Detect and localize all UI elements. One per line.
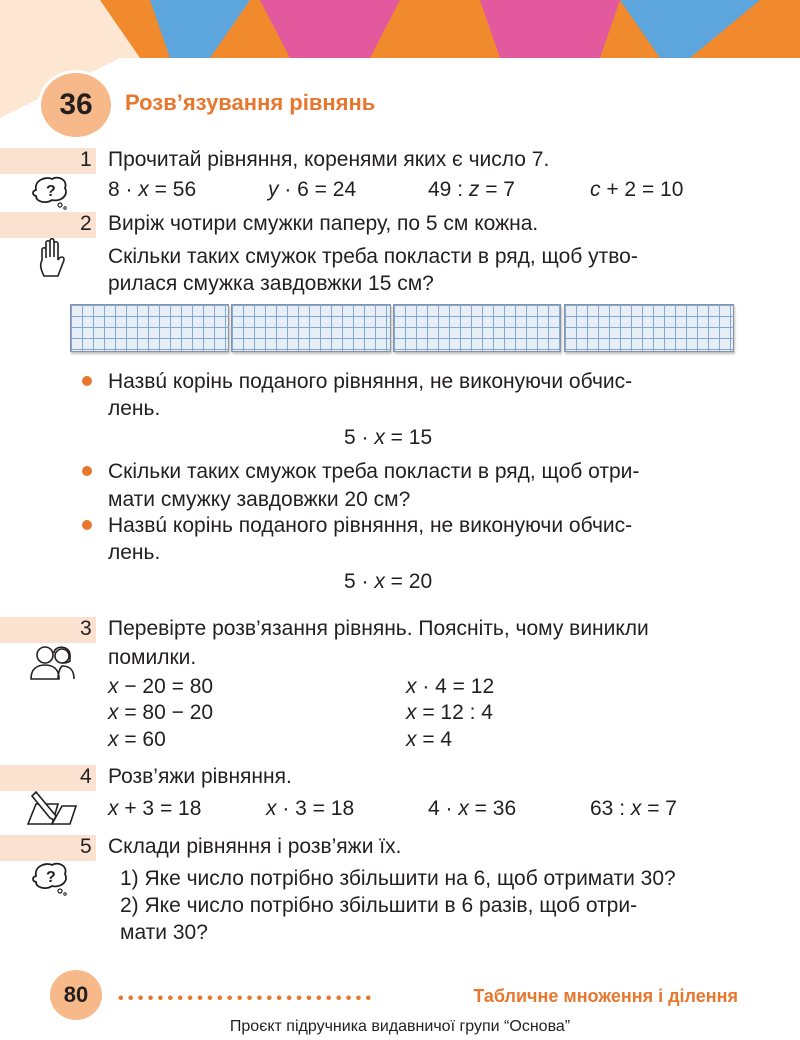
task-number: 4 xyxy=(80,765,92,788)
bullet xyxy=(82,520,92,530)
top-banner xyxy=(0,0,800,58)
pencil-notebook-icon xyxy=(26,790,78,833)
task-number: 1 xyxy=(80,148,92,171)
equation: 5 · x = 15 xyxy=(344,426,433,449)
equation: 49 : z = 7 xyxy=(428,178,515,201)
equation: 5 · x = 20 xyxy=(344,570,433,593)
question-bubble-icon xyxy=(30,860,70,901)
section-title: Табличне множення і ділення xyxy=(473,986,738,1006)
paper-strip xyxy=(231,304,391,352)
bullet-text: мати смужку завдовжки 20 см? xyxy=(108,488,411,511)
bullet xyxy=(82,466,92,476)
equation: x = 12 : 4 xyxy=(406,701,493,724)
equation: x · 4 = 12 xyxy=(406,675,495,698)
equation: x + 3 = 18 xyxy=(108,797,202,820)
svg-text:?: ? xyxy=(46,869,56,886)
equation: y · 6 = 24 xyxy=(268,178,357,201)
page-number: 80 xyxy=(50,970,102,1020)
question-text: 1) Яке число потрібно збільшити на 6, щоб отримати 30? xyxy=(120,867,676,890)
publisher-credit: Проєкт підручника видавничої групи “Основа” xyxy=(229,1018,571,1035)
bullet xyxy=(82,376,92,386)
task-number: 3 xyxy=(80,617,92,640)
equation: x = 60 xyxy=(108,728,166,751)
lesson-number-badge: 36 xyxy=(38,70,114,140)
equation: 4 · x = 36 xyxy=(428,797,517,820)
equation: 8 · x = 56 xyxy=(108,178,197,201)
bullet-text: Назвú корінь поданого рівняння, не виконуючи обчис- xyxy=(108,514,633,537)
dotted-leader: •••••••••••••••••••••••••• xyxy=(118,990,376,1007)
paper-strip xyxy=(70,304,229,352)
task-text: Скільки таких смужок треба покласти в ряд, щоб утво- xyxy=(108,245,638,268)
equation: x = 80 − 20 xyxy=(108,701,214,724)
equation: 63 : x = 7 xyxy=(590,797,677,820)
bullet-text: Назвú корінь поданого рівняння, не виконуючи обчис- xyxy=(108,370,633,393)
task-number: 5 xyxy=(80,835,92,858)
equation: x − 20 = 80 xyxy=(108,675,214,698)
task-text: Прочитай рівняння, коренями яких є число 7. xyxy=(108,148,550,171)
equation: x · 3 = 18 xyxy=(266,797,355,820)
question-bubble-icon xyxy=(30,174,70,215)
task-text: помилки. xyxy=(108,646,197,669)
equation: x = 4 xyxy=(406,728,453,751)
bullet-text: лень. xyxy=(108,397,161,420)
lesson-title: Розв’язування рівнянь xyxy=(125,90,376,115)
task-text: Перевірте розв’язання рівнянь. Поясніть, чому виникли xyxy=(108,617,649,640)
task-text: рилася смужка завдовжки 15 см? xyxy=(108,272,434,295)
paper-strip xyxy=(393,304,561,352)
bullet-text: лень. xyxy=(108,541,161,564)
question-text: мати 30? xyxy=(120,921,208,944)
two-people-icon xyxy=(28,643,76,686)
hand-icon xyxy=(36,238,68,283)
task-text: Розв’яжи рівняння. xyxy=(108,765,292,788)
bullet-text: Скільки таких смужок треба покласти в ряд, щоб отри- xyxy=(108,460,640,483)
task-text: Виріж чотири смужки паперу, по 5 см кожна. xyxy=(108,212,539,235)
equation: c + 2 = 10 xyxy=(590,178,684,201)
question-text: 2) Яке число потрібно збільшити в 6 разів, щоб отри- xyxy=(120,894,638,917)
paper-strip xyxy=(564,304,734,352)
task-text: Склади рівняння і розв’яжи їх. xyxy=(108,835,402,858)
task-number: 2 xyxy=(80,212,92,235)
svg-text:?: ? xyxy=(46,183,56,200)
